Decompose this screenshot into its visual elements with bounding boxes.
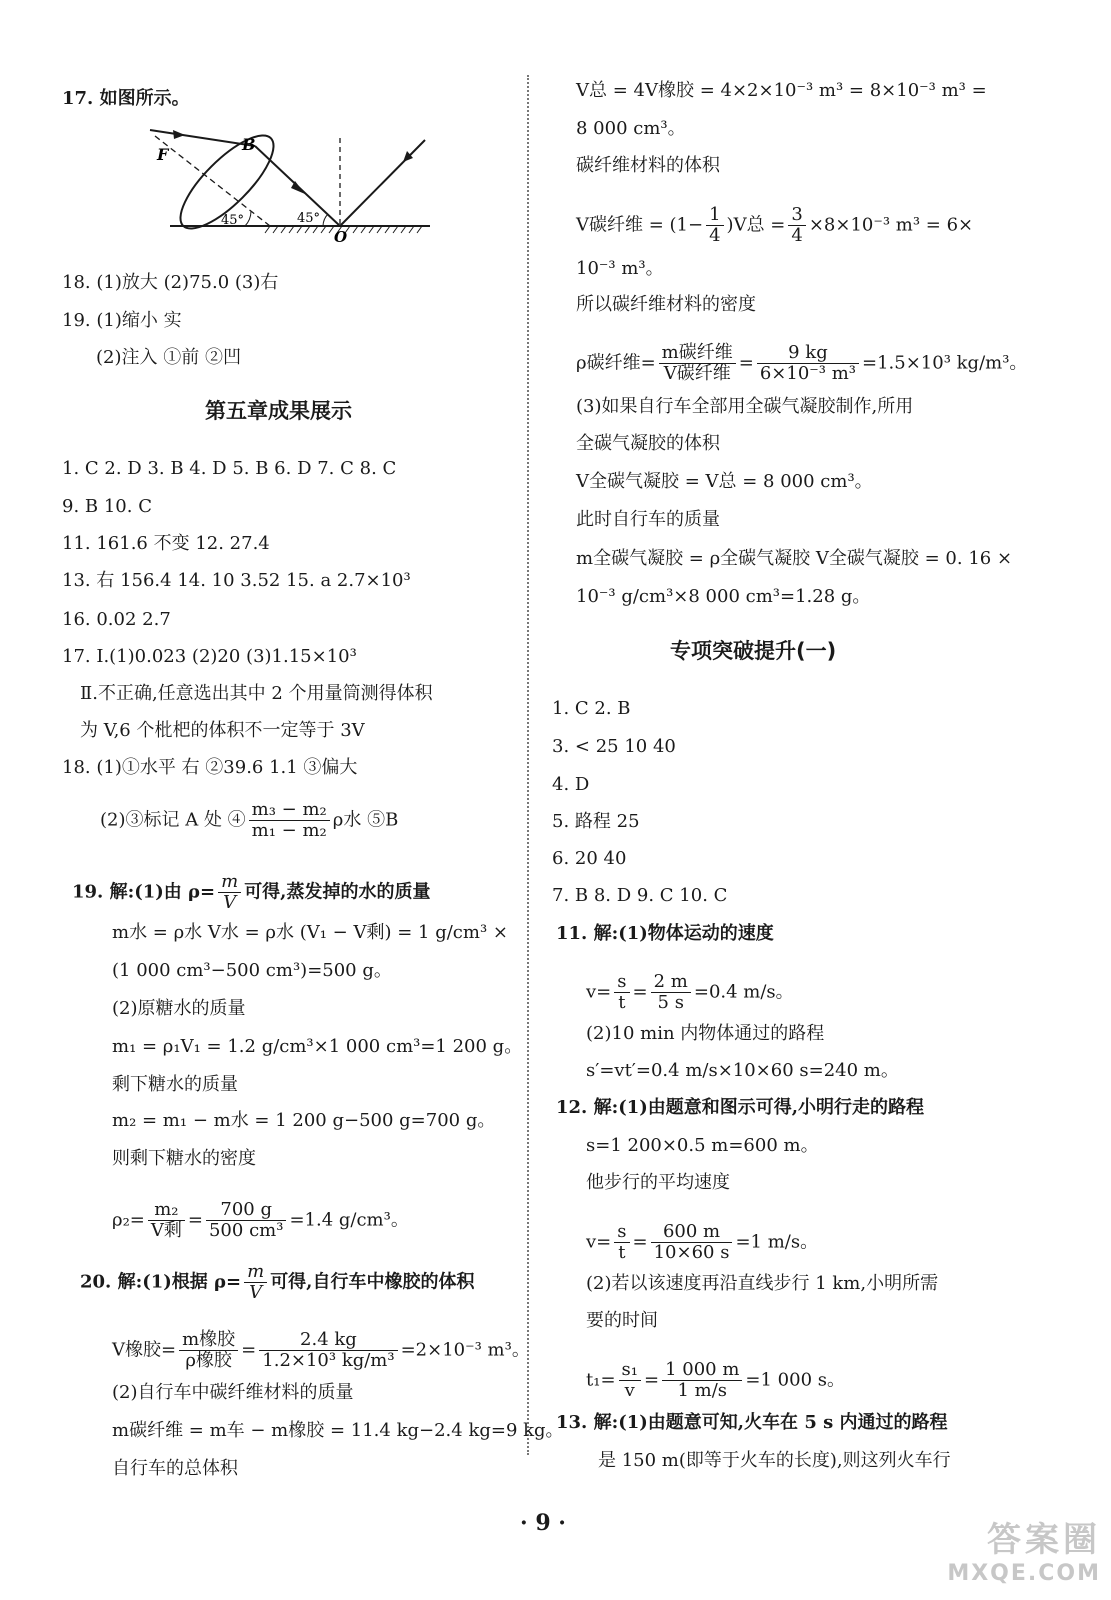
q19b-text: (2)注入 ①前 ②凹 [96,347,241,368]
right-line-13: 10⁻³ g/cm³×8 000 cm³=1.28 g。 [576,586,871,607]
s-answer-12-velocity: v= $\frac{s}{t}$ = $\frac{600 m}{10\times 60 s}$ =1 m/s。 [586,1221,819,1263]
s-answer-11-b: (2)10 min 内物体通过的路程 [586,1023,825,1044]
right-line-8: (3)如果自行车全部用全碳气凝胶制作,所用 [576,396,914,417]
q19a-text: 19. (1)缩小 实 [62,310,182,331]
watermark-logo-text: 答案圈 [987,1520,1101,1560]
answer-16: 16. 0.02 2.7 [62,609,171,630]
right-line-7: ρ碳纤维= m碳纤维 V碳纤维 = $\frac{9 kg}{\text{6×10⁻³ m³}}$ =1.5×10³ kg/m³。 [576,342,1028,384]
right-line-11: 此时自行车的质量 [576,509,720,530]
right-line-12: m全碳气凝胶 = ρ全碳气凝胶 V全碳气凝胶 = 0. 16 × [576,548,1013,569]
section-title: 专项突破提升(一) [670,639,837,663]
answer-20-line5: 自行车的总体积 [112,1458,238,1479]
label-b: B [242,135,256,154]
watermark [947,1512,1101,1586]
column-divider [527,75,529,1455]
answer-13: 13. 右 156.4 14. 10 3.52 15. a 2.7×10³ [62,570,411,591]
s-answer-12-time: t₁= $\frac{\text{s₁}}{v}$ = $\frac{1 000 m}{1 m/s}$ =1 000 s。 [586,1359,845,1401]
answer-19-line8: 则剩下糖水的密度 [112,1148,256,1169]
s-answer-12-e: 要的时间 [586,1310,658,1331]
answer-19-density: ρ₂= m₂ V剩 = $\frac{700 g}{\text{500 cm³}}$ =1.4 g/cm³。 [112,1199,409,1241]
right-line-4: V碳纤维 = (1− $\frac{1}{4}$ )V总 = $\frac{3}{4}$ ×8×10⁻³ m³ = 6× [576,204,974,246]
s-answer-5: 5. 路程 25 [552,811,640,832]
answer-19-line6: 剩下糖水的质量 [112,1074,238,1095]
s-answer-11: 11. 解:(1)物体运动的速度 [556,923,774,944]
answer-20-intro: 20. 解:(1)根据 ρ= $\frac{m}{V}$ 可得,自行车中橡胶的体积 [80,1261,475,1303]
right-line-2: 8 000 cm³。 [576,118,686,139]
s-answer-13-b: 是 150 m(即等于火车的长度),则这列火车行 [598,1450,951,1471]
s-answer-11-c: s′=vt′=0.4 m/s×10×60 s=240 m。 [586,1060,899,1081]
answer-20-line3: (2)自行车中碳纤维材料的质量 [112,1382,354,1403]
page-number: · 9 · [520,1510,566,1536]
answer-17a: 17. Ⅰ.(1)0.023 (2)20 (3)1.15×10³ [62,646,357,667]
chapter-title: 第五章成果展示 [205,399,352,423]
s-answer-6: 6. 20 40 [552,848,627,869]
right-line-1: V总 = 4V橡胶 = 4×2×10⁻³ m³ = 8×10⁻³ m³ = [576,80,987,101]
optics-figure [145,118,445,243]
answer-19-line7: m₂ = m₁ − m水 = 1 200 g−500 g=700 g。 [112,1110,496,1131]
mc-answers-2: 9. B 10. C [62,496,152,517]
angle-label-2: 45° [297,211,321,226]
s-answer-4: 4. D [552,774,590,795]
answer-20-volume: V橡胶= m橡胶 ρ橡胶 = $\frac{2.4 kg}{\text{1.2×10³ kg/m³}}$ =2×10⁻³ m³。 [112,1329,530,1371]
label-o: O [334,228,348,243]
s-answer-3: 3. < 25 10 40 [552,736,676,757]
watermark-url: MXQE.COM [947,1561,1101,1586]
answer-17c: 为 V,6 个枇杷的体积不一定等于 3V [80,720,365,741]
answer-20-line4: m碳纤维 = m车 − m橡胶 = 11.4 kg−2.4 kg=9 kg。 [112,1420,564,1441]
q17-text: 17. 如图所示。 [62,88,190,109]
answer-19-intro: 19. 解:(1)由 ρ= $\frac{m}{V}$ 可得,蒸发掉的水的质量 [72,871,431,913]
right-line-3: 碳纤维材料的体积 [576,155,720,176]
s-answer-7: 7. B 8. D 9. C 10. C [552,885,728,906]
answer-19-line3: (1 000 cm³−500 cm³)=500 g。 [112,960,392,981]
answer-18a: 18. (1)①水平 右 ②39.6 1.1 ③偏大 [62,757,358,778]
s-answer-11-velocity: v= $\frac{s}{t}$ = $\frac{2 m}{5 s}$ =0.4 m/s。 [586,971,794,1013]
s-answer-12: 12. 解:(1)由题意和图示可得,小明行走的路程 [556,1097,925,1118]
s-answer-1: 1. C 2. B [552,698,631,719]
s-answer-12-c: 他步行的平均速度 [586,1172,730,1193]
answer-18b: (2)③标记 A 处 ④ $\frac{\text{m₃ − m₂}}{\text{m₁ − m₂}}$ ρ水 ⑤B [100,799,399,841]
s-answer-12-d: (2)若以该速度再沿直线步行 1 km,小明所需 [586,1273,939,1294]
label-f: F [157,145,169,164]
answer-11: 11. 161.6 不变 12. 27.4 [62,533,270,554]
right-line-6: 所以碳纤维材料的密度 [576,294,756,315]
answer-19-line5: m₁ = ρ₁V₁ = 1.2 g/cm³×1 000 cm³=1 200 g。 [112,1036,523,1057]
q18-text: 18. (1)放大 (2)75.0 (3)右 [62,272,279,293]
answer-17b: Ⅱ.不正确,任意选出其中 2 个用量筒测得体积 [80,683,433,704]
answer-19-line2: m水 = ρ水 V水 = ρ水 (V₁ − V剩) = 1 g/cm³ × [112,922,508,943]
fraction: $\frac{\text{m₃ − m₂}}{\text{m₁ − m₂}}$ [249,800,330,841]
s-answer-12-b: s=1 200×0.5 m=600 m。 [586,1135,819,1156]
s-answer-13: 13. 解:(1)由题意可知,火车在 5 s 内通过的路程 [556,1412,948,1433]
angle-label-1: 45° [221,213,245,228]
mc-answers-1: 1. C 2. D 3. B 4. D 5. B 6. D 7. C 8. C [62,458,397,479]
right-line-5: 10⁻³ m³。 [576,258,664,279]
answer-19-line4: (2)原糖水的质量 [112,998,246,1019]
right-line-10: V全碳气凝胶 = V总 = 8 000 cm³。 [576,471,873,492]
right-line-9: 全碳气凝胶的体积 [576,433,720,454]
